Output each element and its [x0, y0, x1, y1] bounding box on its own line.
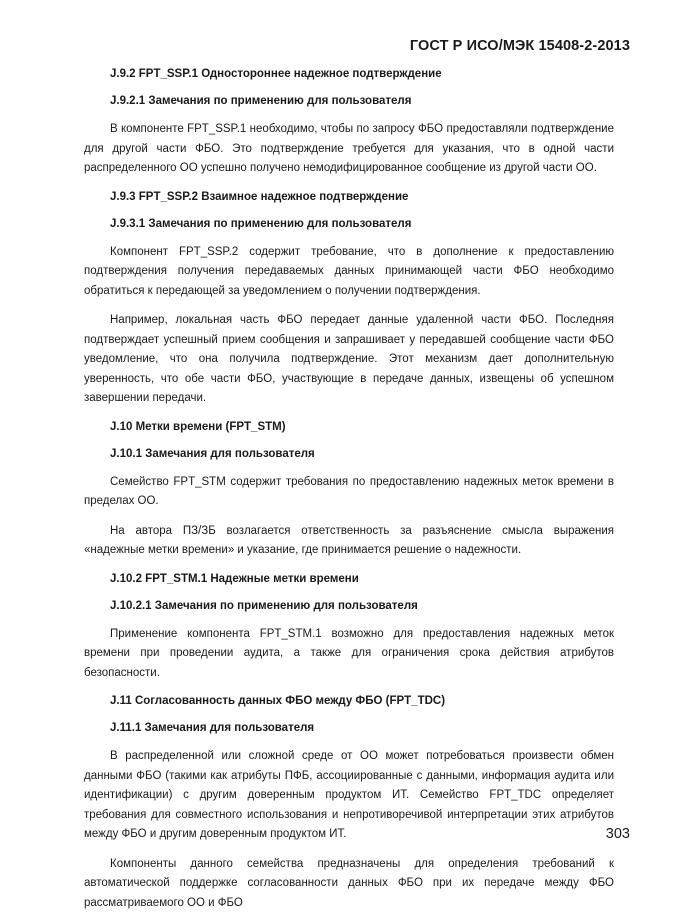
- document-body: [84, 66, 614, 923]
- section-heading-j-10-2: J.10.2 FPT_STM.1 Надежные метки времени: [110, 572, 359, 585]
- section-heading-j-10-1: J.10.1 Замечания для пользователя: [110, 447, 315, 460]
- page-number: 303: [605, 826, 630, 842]
- section-heading-j-9-2-1: J.9.2.1 Замечания по применению для пользователя: [110, 95, 412, 107]
- section-heading-j-10-2-1: J.10.2.1 Замечания по применению для пользователя: [110, 599, 418, 612]
- paragraph-family-components: Компоненты данного семейства предназначены для определения требований к автоматической поддержке согласованности данных ФБО при их передаче между ФБО рассматриваемого ОО и ФБО: [84, 857, 614, 909]
- section-heading-j-11-1: J.11.1 Замечания для пользователя: [110, 722, 315, 734]
- section-heading-j-11: J.11 Согласованность данных ФБО между ФБО (FPT_TDC): [110, 695, 446, 707]
- section-heading-j-9-2: J.9.2 FPT_SSP.1 Одностороннее надежное подтверждение: [110, 68, 442, 80]
- paragraph-pp-st-author: На автора ПЗ/ЗБ возлагается ответственность за разъяснение смысла выражения «надежные метки времени» и указание, где принимается решение о надежности.: [84, 524, 614, 556]
- document-header-id: ГОСТ Р ИСО/МЭК 15408-2-2013: [409, 38, 630, 54]
- paragraph-distributed-env: В распределенной или сложной среде от ОО может потребоваться произвести обмен данными ФБО (такими как атрибуты ПФБ, ассоциированные с данными, информация аудита или идентификации) с другим доверенным продуктом ИТ. Семейство FPT_TDC определяет требования для совместного использования и непротиворечивой интерпретации этих атрибутов между ФБО и другим доверенным продуктом ИТ.: [84, 750, 614, 840]
- section-heading-j-10: J.10 Метки времени (FPT_STM): [110, 420, 286, 433]
- section-heading-j-9-3-1: J.9.3.1 Замечания по применению для пользователя: [110, 217, 412, 230]
- paragraph-fpt-ssp2: Компонент FPT_SSP.2 содержит требование, что в дополнение к предоставлению подтверждения получения передаваемых данных принимающей части ФБО необходимо обратиться к передающей за уведомлением о получении подтверждения.: [84, 245, 614, 297]
- paragraph-fpt-stm-family: Семейство FPT_STM содержит требования по предоставлению надежных меток времени в пределах ОО.: [84, 475, 614, 507]
- paragraph-fpt-ssp1: В компоненте FPT_SSP.1 необходимо, чтобы по запросу ФБО предоставляли подтверждение для другой части ФБО. Это подтверждение требуется для указания, что в одной части распределенного ОО успешно получено немодифицированное сообщение из другой части ОО.: [84, 123, 614, 174]
- paragraph-fpt-stm1: Применение компонента FPT_STM.1 возможно для предоставления надежных меток времени при проведении аудита, а также для ограничения срока действия атрибутов безопасности.: [84, 627, 614, 679]
- section-heading-j-9-3: J.9.3 FPT_SSP.2 Взаимное надежное подтверждение: [110, 190, 409, 203]
- paragraph-example: Например, локальная часть ФБО передает данные удаленной части ФБО. Последняя подтверждает успешный прием сообщения и запрашивает у передавшей сообщение части ФБО уведомление, что она получила подтверждение. Этот механизм дает дополнительную уверенность, что обе части ФБО, участвующие в передаче данных, извещены об успешном завершении передачи.: [84, 314, 614, 404]
